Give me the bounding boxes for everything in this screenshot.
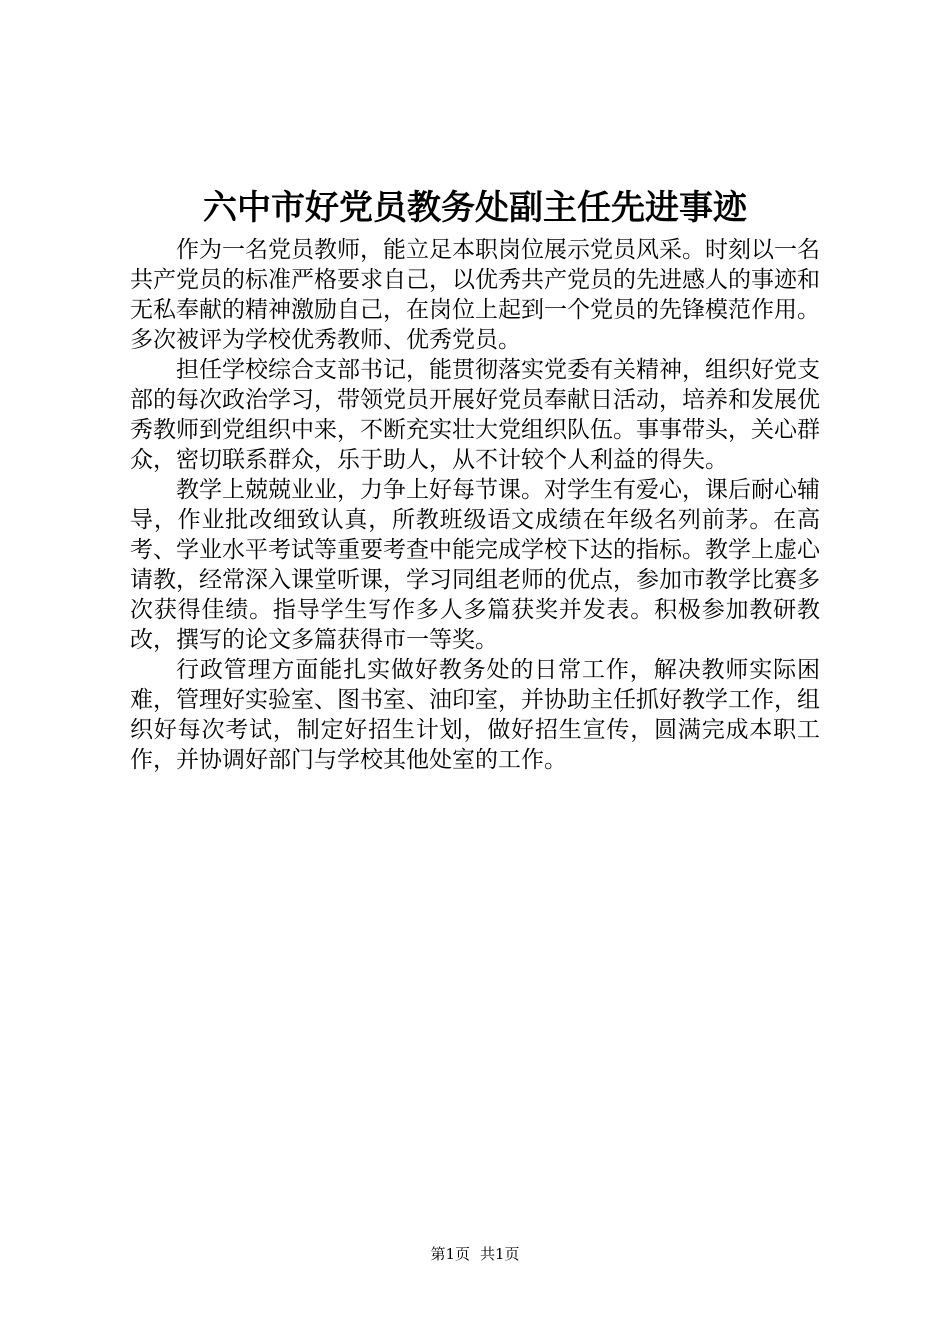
paragraph-party-member-role: 作为一名党员教师，能立足本职岗位展示党员风采。时刻以一名共产党员的标准严格要求自己，以优秀共产党员的先进感人的事迹和无私奉献的精神激励自己，在岗位上起到一个党员的先锋模范作用。多次被评为学校优秀教师、优秀党员。 (130, 237, 820, 353)
document-title: 六中市好党员教务处副主任先进事迹 (203, 188, 747, 228)
paragraph-branch-secretary: 担任学校综合支部书记，能贯彻落实党委有关精神，组织好党支部的每次政治学习，带领党员开展好党员奉献日活动，培养和发展优秀教师到党组织中来，不断充实壮大党组织队伍。事事带头，关心群众，密切联系群众，乐于助人，从不计较个人利益的得失。 (130, 357, 820, 473)
paragraph-teaching-work: 教学上兢兢业业，力争上好每节课。对学生有爱心，课后耐心辅导，作业批改细致认真，所教班级语文成绩在年级名列前茅。在高考、学业水平考试等重要考查中能完成学校下达的指标。教学上虚心请教，经常深入课堂听课，学习同组老师的优点，参加市教学比赛多次获得佳绩。指导学生写作多人多篇获奖并发表。积极参加教研教改，撰写的论文多篇获得市一等奖。 (130, 477, 820, 653)
page-number-total: 共1页 (480, 1245, 520, 1263)
page-number-current: 第1页 (430, 1245, 470, 1263)
document-body (130, 235, 820, 775)
page-footer (0, 1244, 950, 1264)
paragraph-administration: 行政管理方面能扎实做好教务处的日常工作，解决教师实际困难，管理好实验室、图书室、油印室，并协助主任抓好教学工作，组织好每次考试，制定好招生计划，做好招生宣传，圆满完成本职工作，并协调好部门与学校其他处室的工作。 (130, 657, 820, 773)
